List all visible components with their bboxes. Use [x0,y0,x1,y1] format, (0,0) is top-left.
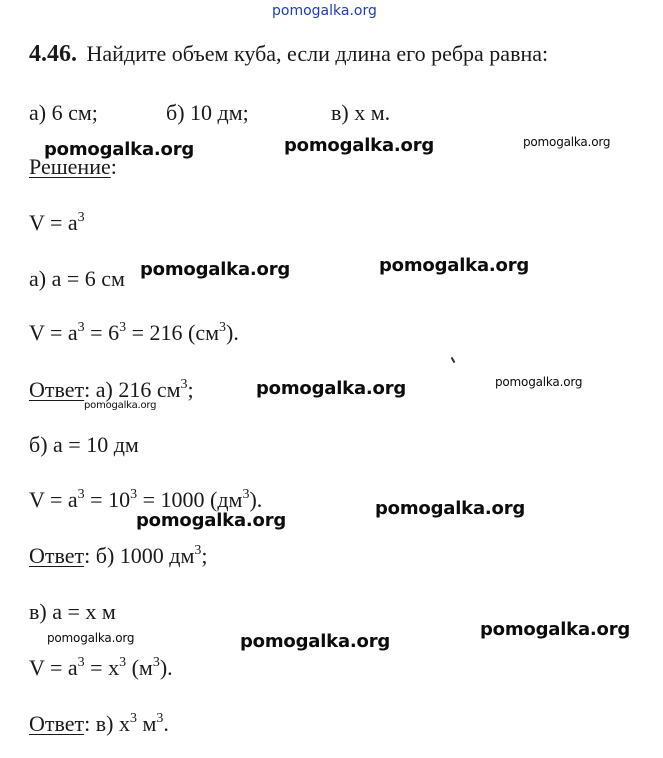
part-c-given: в) a = x м [29,599,116,624]
part-a-calc-exp1: 3 [77,320,85,335]
part-b-calc-exp1: 3 [77,487,85,502]
problem-options [29,102,390,124]
part-c-answer-end: . [163,711,169,736]
general-formula-base: V = a [29,210,78,235]
option-c: в) x м. [331,100,391,125]
watermark-top: pomogalka.org [272,3,377,19]
watermark: pomogalka.org [47,631,135,645]
watermark: pomogalka.org [375,498,526,519]
watermark: pomogalka.org [240,631,391,652]
solution-heading-label: Решение [29,154,111,179]
part-a-calc [29,322,239,344]
general-formula-exp: 3 [77,210,85,225]
part-c-calc-mid: = x [84,655,120,680]
part-b-calc [29,489,262,511]
part-b-answer [29,545,208,567]
watermark: pomogalka.org [379,255,530,276]
part-c-calc-close: ). [159,655,173,680]
part-a-answer-exp: 3 [180,377,188,392]
part-a-answer-end: ; [187,377,194,402]
part-b-calc-close: ). [249,487,263,512]
part-a-given: а) a = 6 см [29,266,125,291]
general-formula [29,212,85,234]
problem-text: Найдите объем куба, если длина его ребра равна: [86,41,549,66]
part-c-answer-mid: м [136,711,157,736]
part-b-answer-text: : б) 1000 дм [84,543,195,568]
part-a-calc-mid: = 6 [84,320,120,345]
part-a-calc-exp3: 3 [219,320,227,335]
part-b-calc-mid: = 10 [84,487,131,512]
part-c-calc-exp3: 3 [152,655,160,670]
part-c-answer-text: : в) x [84,711,130,736]
part-b-calc-exp2: 3 [130,487,138,502]
part-b-calc-end: = 1000 (дм [137,487,243,512]
part-a-calc-end: = 216 (см [126,320,220,345]
watermark: pomogalka.org [136,510,287,531]
part-b-answer-label: Ответ [29,543,85,568]
part-c-answer-exp2: 3 [156,711,164,726]
part-b-answer-exp: 3 [194,543,202,558]
scan-speck [451,357,456,363]
part-a-answer [29,379,194,401]
watermark: pomogalka.org [140,259,291,280]
part-a-answer-text: : а) 216 см [84,377,181,402]
problem-number: 4.46. [29,41,77,67]
part-c-answer-label: Ответ [29,711,85,736]
solution-heading-colon: : [110,154,117,179]
option-b: б) 10 дм; [166,100,249,125]
part-a-calc-close: ). [226,320,239,345]
part-c-answer-exp1: 3 [129,711,137,726]
watermark: pomogalka.org [523,135,611,149]
watermark: pomogalka.org [44,139,195,160]
watermark: pomogalka.org [495,375,583,389]
part-c-calc [29,657,173,679]
watermark: pomogalka.org [84,400,157,411]
part-c-calc-v: V = a [29,655,78,680]
watermark: pomogalka.org [256,378,407,399]
part-a-calc-v: V = a [29,320,78,345]
part-c-calc-exp2: 3 [119,655,127,670]
part-c-answer [29,713,169,735]
option-a: а) 6 см; [29,100,98,125]
problem-title [29,42,548,66]
part-b-calc-v: V = a [29,487,78,512]
part-b-calc-exp3: 3 [242,487,250,502]
watermark: pomogalka.org [480,619,631,640]
part-c-calc-exp1: 3 [77,655,85,670]
watermark: pomogalka.org [284,135,435,156]
part-b-given: б) a = 10 дм [29,432,139,457]
part-c-calc-end: (м [126,655,153,680]
part-a-answer-label: Ответ [29,377,85,402]
part-b-answer-end: ; [201,543,208,568]
part-a-calc-exp2: 3 [119,320,127,335]
